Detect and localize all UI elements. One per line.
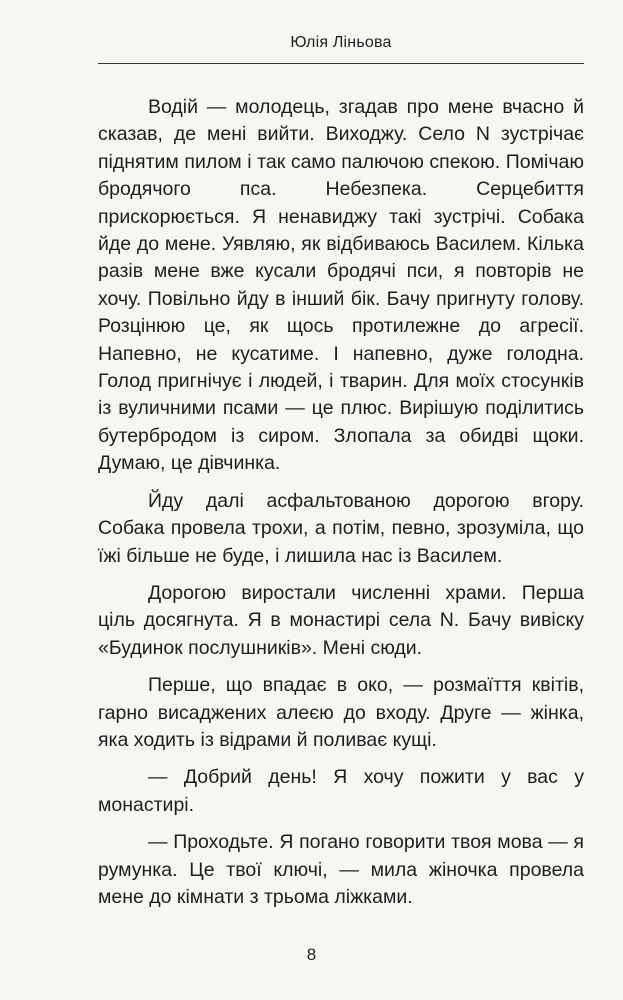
page-body: [98, 94, 584, 911]
dialogue-line-1: — Добрий день! Я хочу пожити у вас у монастирі.: [98, 766, 584, 816]
paragraph-3: Дорогою виростали численні храми. Перша ціль досягнута. Я в монастирі села N. Бачу вивіску «Будинок послушників». Мені сюди.: [98, 581, 584, 659]
paragraph-4: Перше, що впадає в око, — розмаїття квітів, гарно висаджених алеєю до входу. Друге — жінка, яка ходить із відрами й поливає кущі.: [98, 674, 584, 751]
header-divider: [98, 63, 584, 64]
dialogue-line-2: — Проходьте. Я погано говорити твоя мова — я румунка. Це твої ключі, — мила жіночка провела мене до кімнати з трьома ліжками.: [98, 831, 584, 908]
paragraph-2: Йду далі асфальтованою дорогою вгору. Собака провела трохи, а потім, певно, зрозуміла, що їжі більше не буде, і лишила нас із Василем.: [98, 489, 584, 567]
page-number: 8: [306, 945, 317, 964]
paragraph-1: Водій — молодець, згадав про мене вчасно й сказав, де мені вийти. Виходжу. Село N зустрічає піднятим пилом і так само палючою спекою. Помічаю бродячого пса. Небезпека. Серцебиття прискорюється. Я ненавиджу такі зустрічі. Собака йде до мене. Уявляю, як відбиваюсь Василем. Кілька разів мене вже кусали бродячі пси, я повторів не хочу. Повільно йду в інший бік. Бачу пригнуту голову. Розцінюю це, як щось протилежне до агресії. Напевно, не кусатиме. І напевно, дуже голодна. Голод пригнічує і людей, і тварин. Для моїх стосунків із вуличними псами — це плюс. Вирішую поділитись бутербродом із сиром. Злопала за обидві щоки. Думаю, це дівчинка.: [98, 96, 584, 475]
author-name: Юлія Ліньова: [290, 34, 392, 51]
running-header: [98, 34, 584, 68]
